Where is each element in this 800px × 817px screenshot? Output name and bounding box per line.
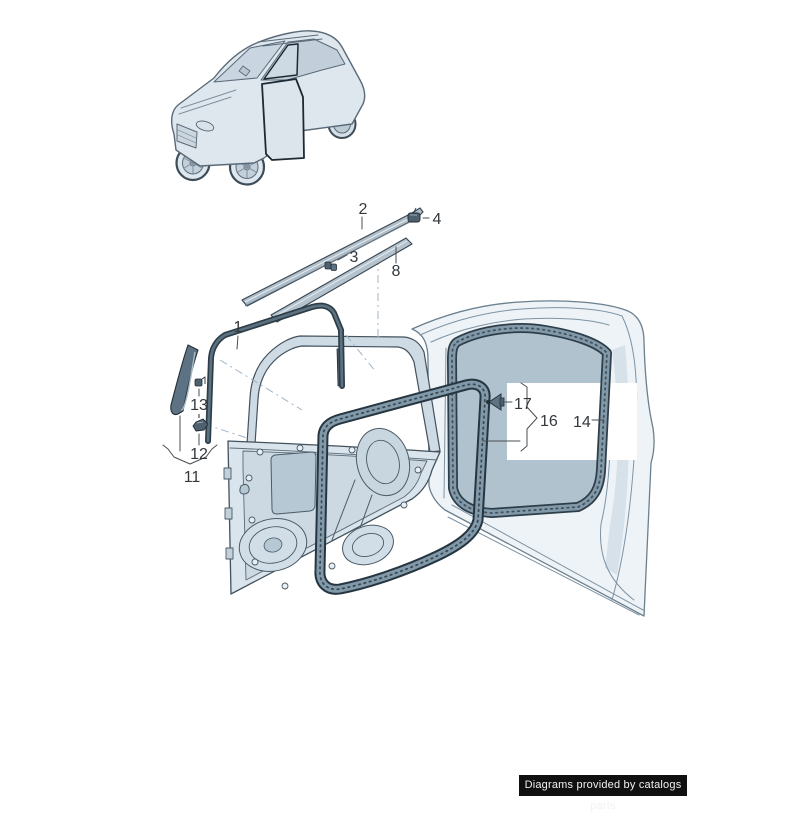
- clip-3: [325, 262, 337, 271]
- callout-17[interactable]: 17: [514, 396, 532, 413]
- callout-1[interactable]: 1: [233, 319, 243, 336]
- clip-13: [195, 377, 205, 386]
- window-channel-seal-1: [208, 306, 342, 441]
- callout-8[interactable]: 8: [391, 263, 401, 280]
- callout-4[interactable]: 4: [432, 211, 442, 228]
- door-panel: [224, 336, 440, 594]
- vehicle-thumbnail: [172, 31, 365, 185]
- door-latch: [240, 484, 249, 494]
- provider-badge[interactable]: Diagrams provided by catalogs parts: [519, 775, 687, 796]
- car-front-door-highlight: [262, 79, 304, 160]
- callout-14[interactable]: 14: [573, 414, 591, 431]
- callout-3[interactable]: 3: [349, 249, 359, 266]
- door-module-opening: [271, 452, 316, 514]
- callout-12[interactable]: 12: [190, 446, 208, 463]
- leader-1: [237, 336, 238, 349]
- callout-2[interactable]: 2: [358, 201, 368, 218]
- pillar-trim-group: [171, 345, 208, 431]
- callout-11[interactable]: 11: [183, 469, 201, 486]
- callout-16[interactable]: 16: [540, 413, 558, 430]
- callout-13[interactable]: 13: [190, 397, 208, 414]
- body-side-panel: [412, 301, 654, 616]
